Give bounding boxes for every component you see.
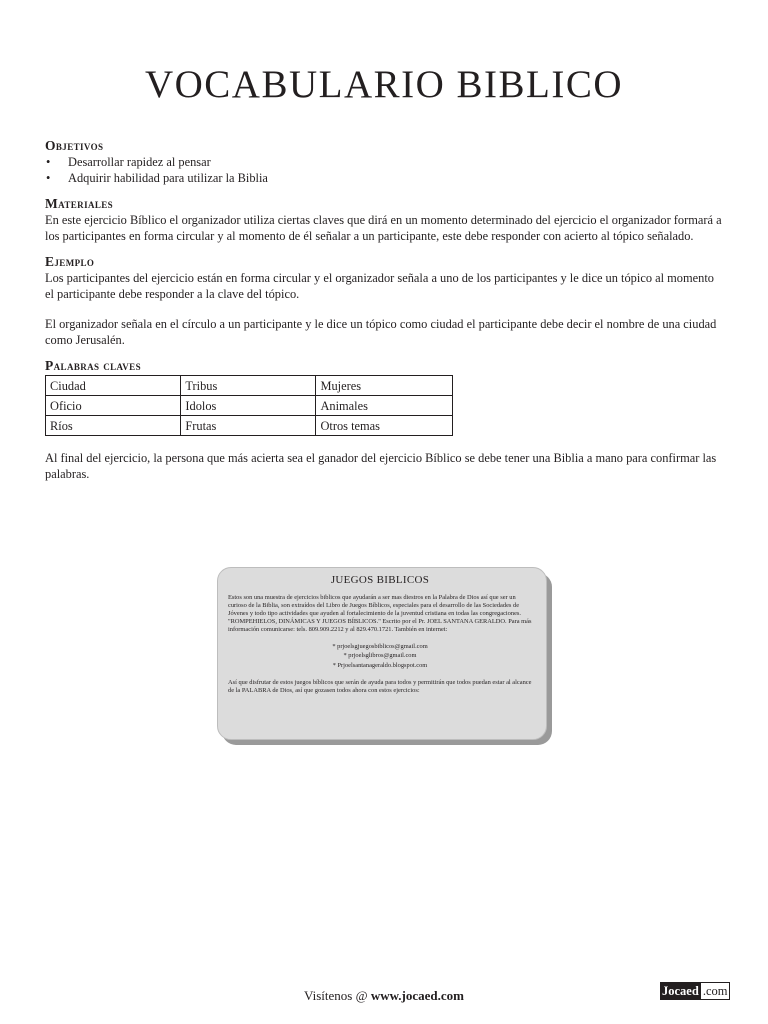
table-cell: Tribus xyxy=(181,376,316,396)
footer-prefix: Visítenos @ xyxy=(304,988,371,1003)
document-body xyxy=(45,137,725,482)
card-title: JUEGOS BIBLICOS xyxy=(330,574,430,586)
table-cell: Frutas xyxy=(181,416,316,436)
email-link[interactable]: * prjoelsgjuegosbiblicos@gmail.com xyxy=(332,642,428,650)
materiales-text: En este ejercicio Bíblico el organizador utiliza ciertas claves que dirá en un momento determinado del ejercicio el organizador formará a los participantes en forma circular y al momento de él señalar a un participante, este debe responder con acierto al tópico señalado. xyxy=(45,213,722,243)
table-cell: Animales xyxy=(316,396,453,416)
jocaed-logo[interactable] xyxy=(660,982,730,1000)
table-cell: Ríos xyxy=(46,416,181,436)
table-cell: Mujeres xyxy=(316,376,453,396)
ejemplo-paragraph-1: Los participantes del ejercicio están en forma circular y el organizador señala a uno de los participantes y le dice un tópico al momento el participante debe responder a la clave del tópico. xyxy=(45,271,714,301)
blog-link[interactable]: * Prjoelsantanageraldo.blogspot.com xyxy=(332,661,428,669)
juegos-biblicos-card xyxy=(217,567,547,740)
list-item: • Desarrollar rapidez al pensar xyxy=(45,154,725,170)
table-row xyxy=(46,416,453,436)
logo-part-1: Jocaed xyxy=(662,984,699,998)
email-link[interactable]: * prjoelsglibros@gmail.com xyxy=(343,652,417,660)
ejemplo-paragraph-2: El organizador señala en el círculo a un participante y le dice un tópico como ciudad el participante debe decir el nombre de una ciudad como Jerusalén. xyxy=(45,317,717,347)
footer xyxy=(0,988,768,1004)
palabras-claves-heading: Palabras claves xyxy=(45,358,141,373)
objetivos-list xyxy=(45,154,725,186)
materiales-heading: Materiales xyxy=(45,196,114,211)
table-row xyxy=(46,396,453,416)
page-title: VOCABULARIO BIBLICO xyxy=(144,63,624,106)
table-cell: Otros temas xyxy=(316,416,453,436)
card-links xyxy=(228,642,532,671)
palabras-claves-table xyxy=(45,375,453,436)
table-cell: Idolos xyxy=(181,396,316,416)
logo-part-2: .com xyxy=(701,982,731,1000)
table-cell: Oficio xyxy=(46,396,181,416)
card-closing: Así que disfrutar de estos juegos bíblicos que serán de ayuda para todos y permitirán que todos puedan estar al alcance de la PALABRA de Dios, así que gozasen todos ahora con estos ejercicios: xyxy=(228,679,532,695)
card-intro: Estos son una muestra de ejercicios biblicos que ayudarán a ser mas diestros en la Palabra de Dios así que ser un curioso de la Biblia, son extraídos del Libro de Juegos Bíblicos, especiales para el desarrollo de las Sociedades de Jóvenes y todo tipo actividades que ayuden al fortalecimiento de la juventud cristiana en todas las congregaciones. "ROMPEHIELOS, DINÁMICAS Y JUEGOS BÍBLICOS." Escrito por el Pr. JOEL SANTANA GERALDO. Para más información comunicarse: tels. 809.909.2212 y al 829.470.1721. También en internet: xyxy=(228,594,532,633)
list-item: • Adquirir habilidad para utilizar la Biblia xyxy=(45,170,725,186)
objetivos-heading: Objetivos xyxy=(45,138,104,153)
final-text: Al final del ejercicio, la persona que más acierta sea el ganador del ejercicio Bíblico se debe tener una Biblia a mano para confirmar las palabras. xyxy=(45,451,717,481)
table-row xyxy=(46,376,453,396)
ejemplo-heading: Ejemplo xyxy=(45,254,95,269)
table-cell: Ciudad xyxy=(46,376,181,396)
footer-site-link[interactable]: www.jocaed.com xyxy=(370,988,464,1003)
